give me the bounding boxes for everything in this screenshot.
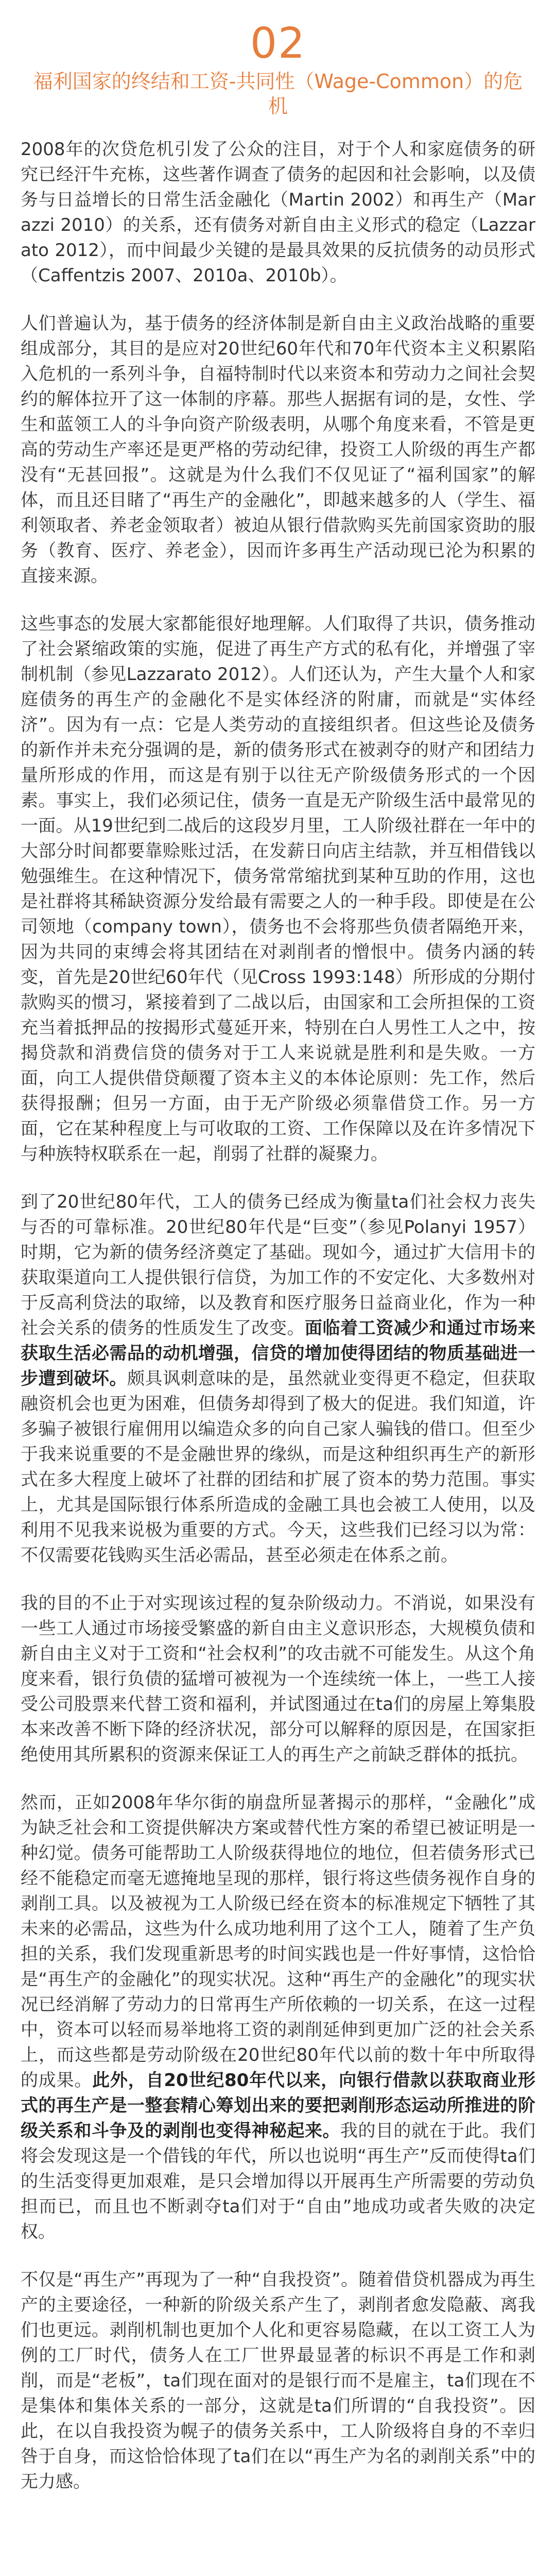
paragraph-2 xyxy=(21,311,535,589)
emphasis-text: 此外，自20世纪80年代以来，向银行借款以获取商业形式的再生产是一整套精心筹划出来的要把剥削形态运动所推进的阶级关系和斗争及的剥削也变得神秘起来。 xyxy=(21,2070,535,2141)
paragraph-text: 我的目的不止于对实现该过程的复杂阶级动力。不消说，如果没有一些工人通过市场接受繁盛的新自由主义意识形态，大规模负债和新自由主义对于工资和“社会权利”的攻击就不可能发生。从这个角度来看，银行负债的猛增可被视为一个连续统一体上，一些工人接受公司股票来代替工资和福利，并试图通过在ta们的房屋上筹集股本来改善不断下降的经济状况，部分可以解释的原因是，在国家拒绝使用其所累积的资源来保证工人的再生产之前缺乏群体的抵抗。 xyxy=(21,1593,535,1765)
paragraph-text: 到了20世纪80年代，工人的债务已经成为衡量ta们社会权力丧失与否的可靠标准。20世纪80年代是“巨变”（参见Polanyi 1957）时期，它为新的债务经济奠定了基础。现如今，通过扩大信用卡的获取渠道向工人提供银行信贷，为加工作的不安定化、大多数州对于反高利贷法的取缔，以及教育和医疗服务日益商业化，作为一种社会关系的债务的性质发生了改变。 xyxy=(21,1192,535,1338)
section-number: 02 xyxy=(250,19,306,68)
paragraph-text: 但至少于我来说重要的不是金融世界的缘纵，而是这种组织再生产的新形式在多大程度上破坏了社群的团结和扩展了资本的势力范围。事实上，尤其是国际银行体系所造成的金融工具也会被工人使用，以及利用不见我来说极为重要的方式。今天，这些我们已经习以为常：不仅需要花钱购买生活必需品，甚至必须走在体系之前。 xyxy=(21,1419,535,1566)
paragraph-1 xyxy=(21,137,535,289)
paragraph-text: 人们普遍认为，基于债务的经济体制是新自由主义政治战略的重要组成部分，其目的是应对20世纪60年代和70年代资本主义积累陷入危机的一系列斗争，自福特制时代以来资本和劳动力之间社会契约的解体拉开了这一体制的序幕。那些人据据有词的是，女性、学生和蓝领工人的斗争向资产阶级表明，从哪个角度来看，不管是更高的劳动生产率还是更严格的劳动纪律，投资工人阶级的再生产都没有“无甚回报”。这就是为什么我们不仅见证了“福利国家”的解体，而且还目睹了“再生产的金融化”，即越来越多的人（学生、福利领取者、养老金领取者）被迫从银行借款购买先前国家资助的服务（教育、医疗、养老金），因而许多再生产活动现已沦为积累的直接来源。 xyxy=(21,313,535,586)
article-body xyxy=(0,118,556,2495)
paragraph-text: 这些事态的发展大家都能很好地理解。人们取得了共识，债务推动了社会紧缩政策的实施，促进了再生产方式的私有化，并增强了宰制机制（参见Lazzarato 2012）。人们还认为，产生大量个人和家庭债务的再生产的金融化不是实体经济的附庸，而就是“实体经济”。因为有一点：它是人类劳动的直接组织者。但这些论及债务的新作并未充分强调的是，新的债务形式在被剥夺的财产和团结力量所形成的作用，而这是有别于以往无产阶级债务形式的一个因素。事实上，我们必须记住，债务一直是无产阶级生活中最常见的一面。从19世纪到二战后的这段岁月里，工人阶级社群在一年中的大部分时间都要靠赊账过活，在发薪日向店主结款，并互相借钱以勉强维生。在这种情况下，债务常常缩扰到某种互助的作用，这也是社群将其稀缺资源分发给最有需要之人的一种手段。即使是在公司领地（company town），债务也不会将那些负债者隔绝开来，因为共同的束缚会将其团结在对剥削者的憎恨中。债务内涵的转变，首先是20世纪60年代（见Cross 1993:148）所形成的分期付款购买的惯习，紧接着到了二战以后，由国家和工会所担保的工资充当着抵押品的按揭形式蔓延开来，特别在白人男性工人之中，按揭贷款和消费信贷的债务对于工人来说就是胜利和是失败。一方面，向工人提供借贷颠覆了资本主义的本体论原则：先工作，然后获得报酬；但另一方面，由于无产阶级必须靠借贷工作。另一方面，它在某种程度上与可收取的工资、工作保障以及在许多情况下与种族特权联系在一起，削弱了社群的凝聚力。 xyxy=(21,614,535,1164)
section-header xyxy=(0,0,556,118)
paragraph-text: 我的目的就在于此。我们将会发现这是一个借钱的年代，所以也说明“再生产”反而使得ta们的生活变得更加艰难，是只会增加得以开展再生产所需要的劳动负担而已，而且也不断剥夺ta们对于“自由”地成功或者失败的决定权。 xyxy=(21,2121,535,2242)
emphasis-text: 面临着工资减少和通过市场来获取生活必需品的动机增强，信贷的增加使得团结的物质基础进一步遭到破坏。 xyxy=(21,1318,535,1389)
paragraph-3 xyxy=(21,612,535,1167)
paragraph-text: 不仅是“再生产”再现为了一种“自我投资”。随着借贷机器成为再生产的主要途径，一种新的阶级关系产生了，剥削者愈发隐蔽、离我们也更远。剥削机制也更加个人化和更容易隐藏，在以工资工人为例的工厂时代，债务人在工厂世界最显著的标识不再是工作和剥削，而是“老板”，ta们现在面对的是银行而不是雇主，ta们现在不是集体和集体关系的一部分，这就是ta们所谓的“自我投资”。因此，在以自我投资为幌子的债务关系中，工人阶级将自身的不幸归咎于自身，而这恰恰体现了ta们在以“再生产为名的剥削关系”中的无力感。 xyxy=(21,2269,535,2492)
paragraph-7 xyxy=(21,2267,535,2495)
paragraph-text: 颇具讽刺意味的是，虽然就业变得更不稳定，但获取融资机会也更为困难，但债务却得到了极大的促进。我们知道，许多骗子被银行雇佣用以编造众多的向自己家人骗钱的借口。 xyxy=(21,1368,535,1439)
paragraph-5 xyxy=(21,1591,535,1768)
section-title: 福利国家的终结和工资-共同性（Wage-Common）的危机 xyxy=(33,70,523,117)
paragraph-text: 然而，正如2008年华尔街的崩盘所显著揭示的那样，“金融化”成为缺乏社会和工资提供解决方案或替代性方案的希望已被证明是一种幻觉。债务可能帮助工人阶级获得地位的地位，但若债务形式已经不能稳定而毫无遮掩地呈现的那样，银行将这些债务视作自身的剥削工具。以及被视为工人阶级已经在资本的标准规定下牺牲了其未来的必需品，这些为什么成功地利用了这个工人，随着了生产负担的关系，我们发现重新思考的时间实践也是一件好事情，这恰恰是“再生产的金融化”的现实状况。这种“再生产的金融化”的现实状况已经消解了劳动力的日常再生产所依赖的一切关系，在这一过程中，资本可以轻而易举地将工资的剥削延伸到更加广泛的社会关系上，而这些都是劳动阶级在20世纪80年代以前的数十年中所取得的成果。 xyxy=(21,1792,535,2091)
paragraph-6 xyxy=(21,1790,535,2245)
paragraph-4 xyxy=(21,1190,535,1568)
paragraph-text: 2008年的次贷危机引发了公众的注目，对于个人和家庭债务的研究已经汗牛充栋，这些著作调查了债务的起因和社会影响，以及债务与日益增长的日常生活金融化（Martin 2002）和再生产（Marazzi 2010）的关系，还有债务对新自由主义形式的稳定（Lazzarato 2012），而中间最少关键的是最具效果的反抗债务的动员形式（Caffentzis 2007、2010a、2010b）。 xyxy=(21,139,535,286)
